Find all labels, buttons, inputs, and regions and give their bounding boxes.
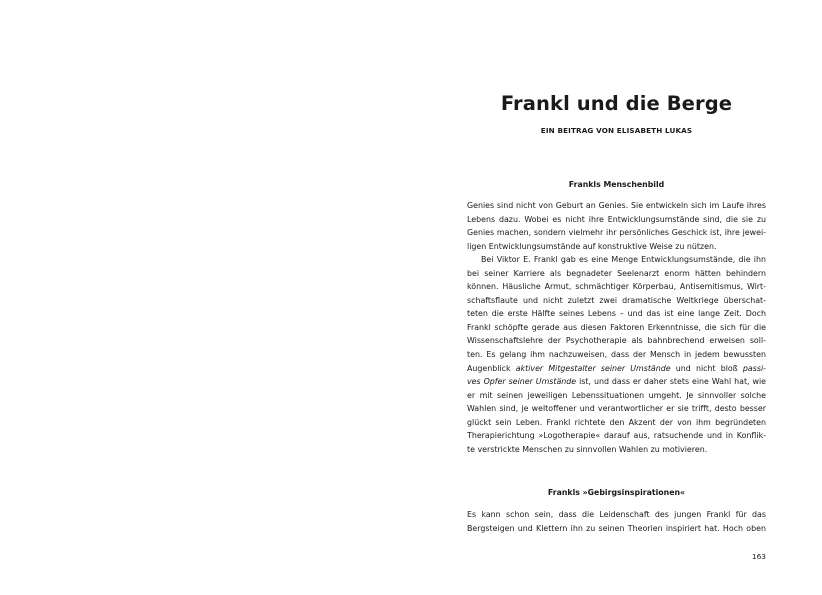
- section-body-menschenbild: [467, 199, 766, 456]
- text-line: ligen Entwicklungsumstände auf konstruktive Weise zu nützen.: [467, 241, 717, 251]
- text-line: Genies machen, sondern vielmehr ihr persönliches Geschick ist, ihre jewei-: [467, 228, 766, 238]
- article-title: Frankl und die Berge: [500, 92, 733, 115]
- text-line: ten. Es gelang ihm nachzuweisen, dass der Mensch in jedem bewussten: [467, 350, 766, 360]
- text-line: können. Häusliche Armut, schmächtiger Körperbau, Antisemitismus, Wirt-: [467, 282, 766, 292]
- text-line: schaftsflaute und nicht zuletzt zwei dramatische Weltkriege überschat-: [467, 295, 766, 305]
- text-line: glückt sein Leben. Frankl richtete den Akzent der von ihm begründeten: [467, 417, 766, 427]
- text-line-with-italics: [467, 362, 766, 376]
- text-run: und nicht bloß: [670, 363, 743, 373]
- text-line: bei seiner Karriere als begnadeter Seelenarzt enorm hätten behindern: [467, 268, 766, 278]
- text-line: Bergsteigen und Klettern ihn zu seinen Theorien inspiriert hat. Hoch oben: [467, 523, 766, 533]
- text-line: Wahlen sind, je weltoffener und verantwortlicher er sie trifft, desto besser: [467, 404, 766, 414]
- page-number: 163: [751, 552, 766, 561]
- text-line: te verstrickte Menschen zu sinnvollen Wahlen zu motivieren.: [467, 444, 708, 454]
- text-line: er mit seinen jeweiligen Lebenssituationen umgeht. Je sinnvoller solche: [467, 390, 766, 400]
- text-run: ist, und dass er daher stets eine Wahl hat, wie: [576, 377, 766, 387]
- italic-emphasis: ves Opfer seiner Umstände: [467, 377, 577, 387]
- article-byline: EIN BEITRAG VON ELISABETH LUKAS: [540, 126, 693, 135]
- italic-emphasis: aktiver Mitgestalter seiner Umstände: [515, 363, 671, 373]
- text-line: Genies sind nicht von Geburt an Genies. Sie entwickeln sich im Laufe ihres: [467, 201, 766, 210]
- text-line: teten die erste Hälfte seines Lebens – und das ist eine lange Zeit. Doch: [467, 309, 766, 319]
- text-run: Augenblick: [467, 363, 516, 373]
- text-line: Therapierichtung »Logotherapie« darauf aus, ratsuchende und in Konflik-: [467, 431, 766, 441]
- section-heading-menschenbild: Frankls Menschenbild: [568, 180, 665, 189]
- text-line: Lebens dazu. Wobei es nicht ihre Entwicklungsumstände sind, die sie zu: [467, 214, 766, 224]
- text-line: Bei Viktor E. Frankl gab es eine Menge Entwicklungsumstände, die ihn: [481, 255, 766, 265]
- section-body-gebirgsinspirationen: [467, 508, 766, 535]
- italic-emphasis: passi-: [742, 363, 766, 373]
- section-heading-gebirgsinspirationen: Frankls »Gebirgsinspirationen«: [547, 488, 686, 497]
- text-line: Wissenschaftslehre der Psychotherapie als bahnbrechend erweisen soll-: [467, 336, 766, 346]
- text-line-with-italics: [467, 375, 766, 389]
- text-line: Es kann schon sein, dass die Leidenschaft des jungen Frankl für das: [467, 510, 766, 519]
- text-line: Frankl schöpfte gerade aus diesen Faktoren Erkenntnisse, die sich für die: [467, 322, 766, 332]
